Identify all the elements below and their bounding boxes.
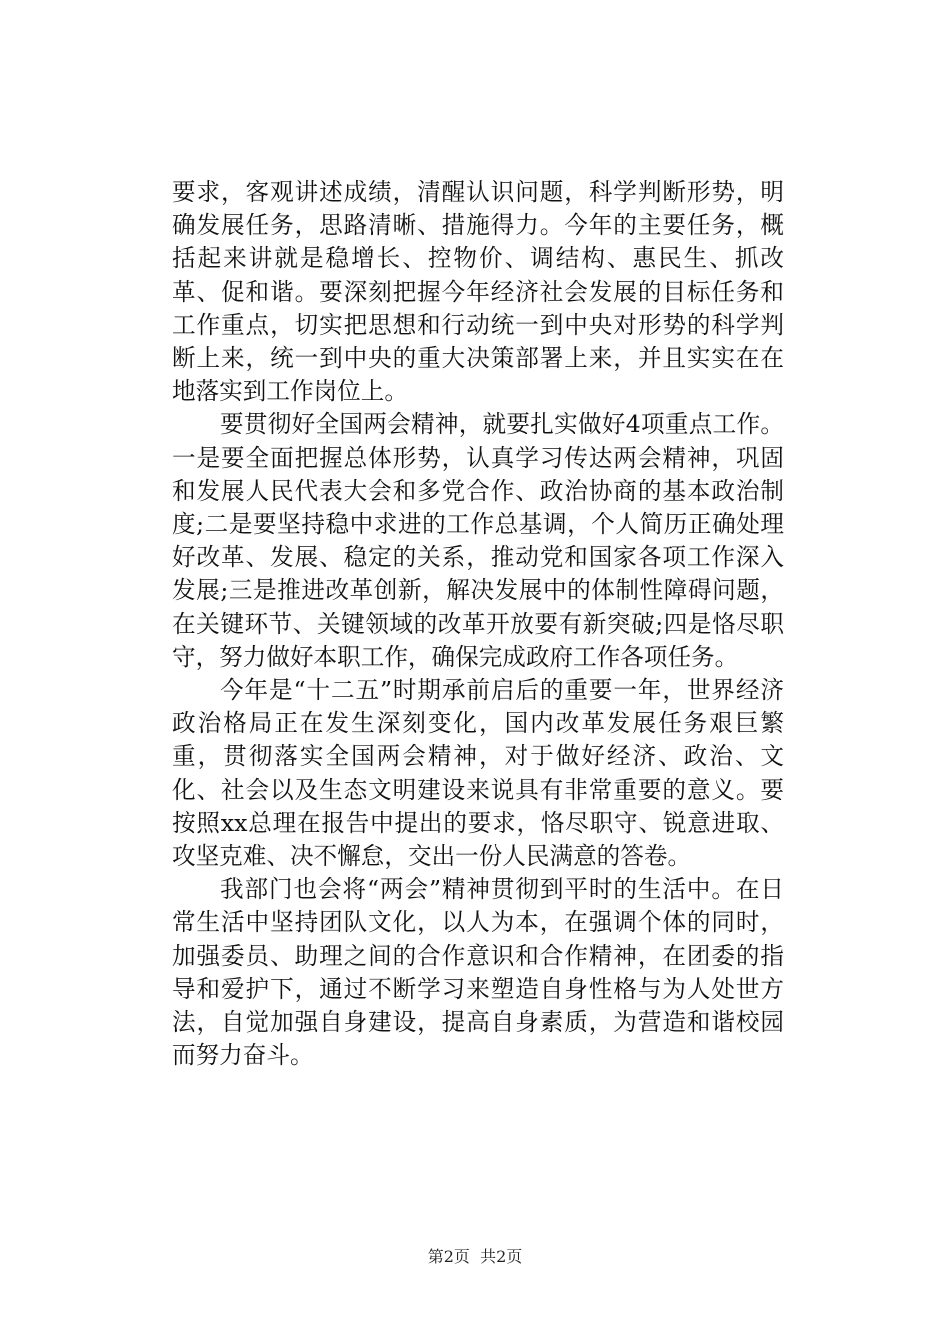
paragraph-department: 我部门也会将“两会”精神贯彻到平时的生活中。在日常生活中坚持团队文化，以人为本，在强调个体的同时，加强委员、助理之间的合作意识和合作精神，在团委的指导和爱护下，通过不断学习来塑造自身性格与为人处世方法，自觉加强自身建设，提高自身素质，为营造和谐校园而努力奋斗。 — [172, 875, 784, 1070]
paragraph-significance: 今年是“十二五”时期承前启后的重要一年，世界经济政治格局正在发生深刻变化，国内改革发展任务艰巨繁重，贯彻落实全国两会精神，对于做好经济、政治、文化、社会以及生态文明建设来说具有非常重要的意义。要按照xx总理在报告中提出的要求，恪尽职守、锐意进取、攻坚克难、决不懈怠，交出一份人民满意的答卷。 — [172, 676, 784, 871]
paragraph-continuation: 要求，客观讲述成绩，清醒认识问题，科学判断形势，明确发展任务，思路清晰、措施得力。今年的主要任务，概括起来讲就是稳增长、控物价、调结构、惠民生、抓改革、促和谐。要深刻把握今年经济社会发展的目标任务和工作重点，切实把思想和行动统一到中央对形势的科学判断上来，统一到中央的重大决策部署上来，并且实实在在地落实到工作岗位上。 — [172, 178, 784, 406]
paragraph-key-tasks: 要贯彻好全国两会精神，就要扎实做好4项重点工作。一是要全面把握总体形势，认真学习传达两会精神，巩固和发展人民代表大会和多党合作、政治协商的基本政治制度;二是要坚持稳中求进的工作总基调，个人简历正确处理好改革、发展、稳定的关系，推动党和国家各项工作深入发展;三是推进改革创新，解决发展中的体制性障碍问题，在关键环节、关键领域的改革开放要有新突破;四是恪尽职守，努力做好本职工作，确保完成政府工作各项任务。 — [172, 410, 784, 671]
page-footer — [0, 1244, 950, 1267]
document-body — [172, 176, 784, 1072]
page-number: 第2页 共2页 — [427, 1247, 523, 1266]
